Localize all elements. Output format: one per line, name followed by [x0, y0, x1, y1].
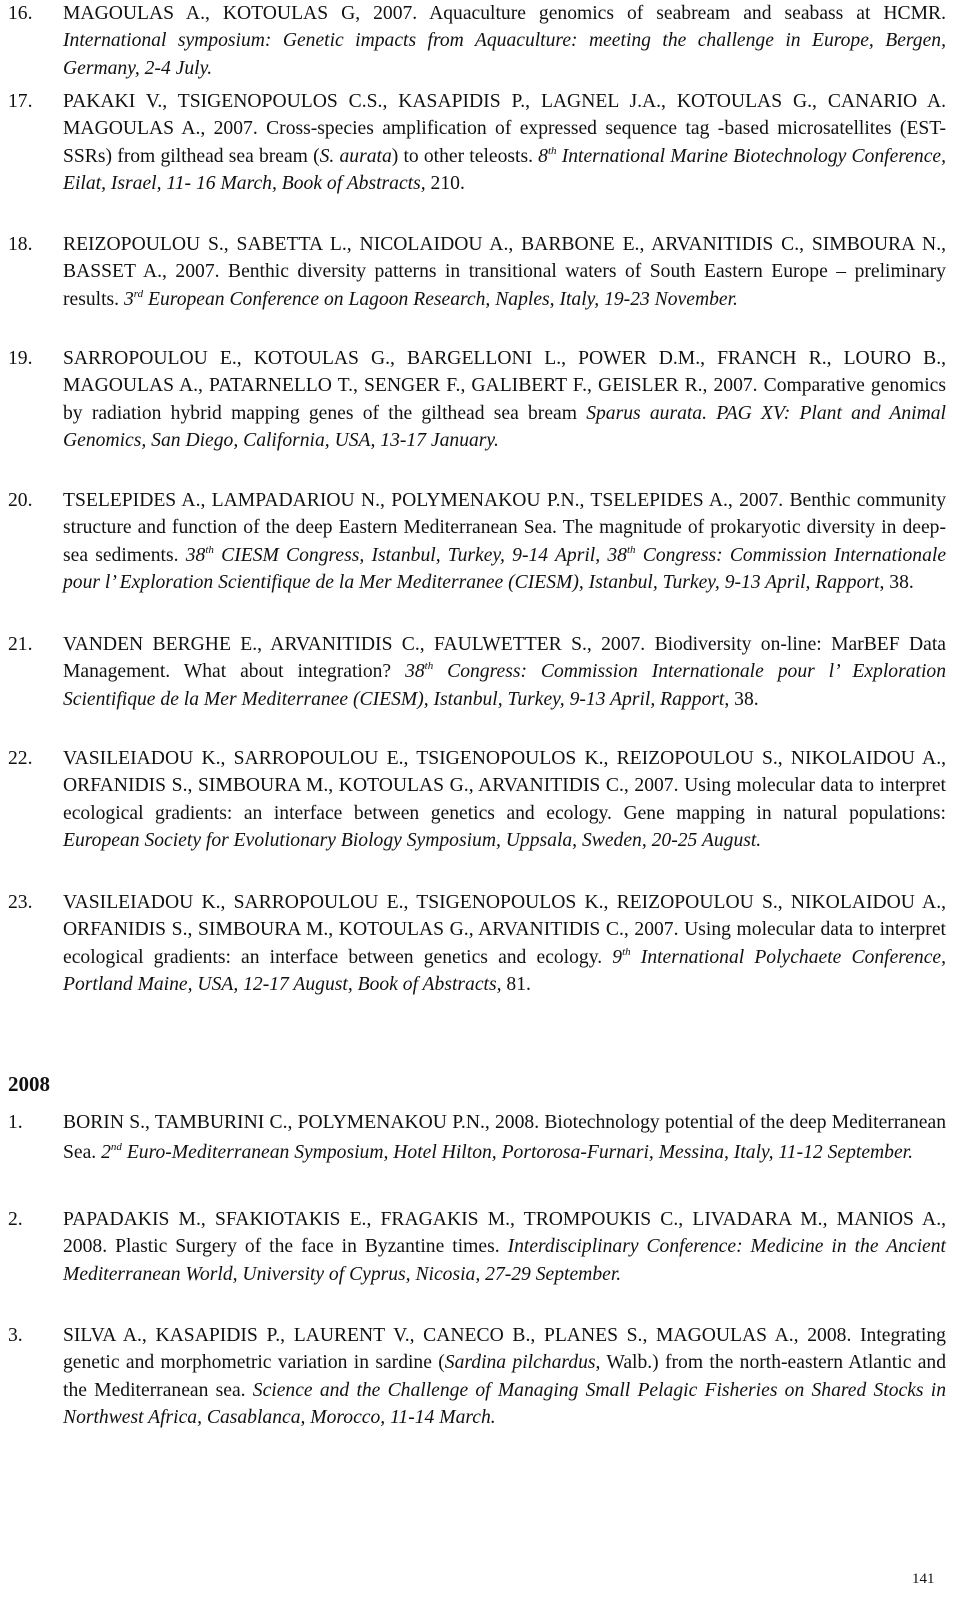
reference-number: 3. — [8, 1325, 23, 1346]
reference-number: 16. — [8, 3, 33, 24]
reference-venue — [124, 289, 738, 310]
reference-title: Using molecular data to interpret ecological gradients: an interface between genetics and ecology. — [63, 919, 946, 968]
reference-number: 17. — [8, 91, 33, 112]
species-name: S. aurata — [319, 145, 392, 167]
reference-entry — [8, 745, 946, 855]
reference-entry — [8, 0, 946, 82]
ordinal-suffix: th — [424, 660, 434, 673]
reference-entry — [8, 1206, 946, 1288]
reference-authors: REIZOPOULOU S., SABETTA L., NICOLAIDOU A., BARBONE E., ARVANITIDIS C., SIMBOURA N., BASSET A., 2007. — [63, 234, 946, 283]
reference-number: 20. — [8, 490, 33, 511]
ordinal-number: 2 — [101, 1142, 111, 1163]
ordinal-suffix: nd — [110, 1141, 122, 1153]
ordinal-suffix: th — [626, 543, 636, 556]
reference-number: 2. — [8, 1209, 23, 1230]
reference-title: Benthic diversity patterns in transitional waters of South Eastern Europe – preliminary results. — [63, 261, 946, 310]
page-number: 141 — [912, 1571, 935, 1587]
ordinal-number: 8 — [538, 145, 548, 167]
species-name: Sardina pilchardus — [444, 1352, 596, 1374]
reference-authors: VANDEN BERGHE E., ARVANITIDIS C., FAULWETTER S., 2007. — [63, 634, 646, 655]
reference-number: 22. — [8, 748, 33, 769]
ordinal-suffix: th — [622, 945, 631, 958]
ordinal-number: 38 — [405, 661, 425, 683]
reference-title: Comparative genomics by radiation hybrid mapping genes of the gilthead sea bream — [63, 375, 947, 424]
reference-authors: PAKAKI V., TSIGENOPOULOS C.S., KASAPIDIS P., LAGNEL J.A., KOTOULAS G., CANARIO A. MAGOULAS A., 2007. — [63, 91, 946, 140]
reference-authors: BORIN S., TAMBURINI C., POLYMENAKOU P.N., 2008. — [63, 1112, 540, 1133]
reference-number: 18. — [8, 234, 33, 255]
reference-entry — [8, 1108, 946, 1168]
ordinal-number: 3 — [123, 288, 134, 310]
reference-venue: PAG XV: Plant and Animal Genomics, San Diego, California, USA, 13-17 January. — [63, 402, 946, 452]
venue-text: Congress: Commission Internationale pour l’ Exploration Scientifique de la Mer Mediterranee (CIESM), Istanbul, Turkey, 9-13 April, Rapport — [63, 544, 947, 594]
reference-authors: PAPADAKIS M., SFAKIOTAKIS E., FRAGAKIS M., TROMPOUKIS C., LIVADARA M., MANIOS A., 2008. — [63, 1209, 946, 1258]
ordinal-number: 9 — [612, 946, 623, 968]
reference-number: 19. — [8, 348, 33, 369]
reference-number: 21. — [8, 634, 33, 655]
reference-venue — [101, 1142, 913, 1163]
reference-entry — [8, 345, 946, 455]
ordinal-suffix: th — [205, 543, 214, 556]
reference-title: Using molecular data to interpret ecological gradients: an interface between genetics and ecology. Gene mapping in natural populations: — [63, 775, 946, 824]
reference-title: Biotechnology potential of the deep Mediterranean Sea. — [63, 1112, 946, 1163]
reference-pages: , 38. — [879, 572, 914, 594]
reference-entry — [8, 889, 946, 999]
reference-entry — [8, 631, 946, 713]
reference-entry — [8, 231, 946, 313]
year-heading: 2008 — [8, 1072, 50, 1096]
reference-title: Benthic community structure and function of the deep Eastern Mediterranean Sea. The magnitude of prokaryotic diversity in deep-sea sediments. — [63, 490, 946, 566]
venue-text: Congress: Commission Internationale pour l’ Exploration Scientifique de la Mer Mediterranee (CIESM), Istanbul, Turkey, 9-13 April, Rapport — [63, 661, 946, 710]
reference-pages: , 38. — [724, 688, 759, 710]
reference-authors: VASILEIADOU K., SARROPOULOU E., TSIGENOPOULOS K., REIZOPOULOU S., NIKOLAIDOU A., ORFANIDIS S., SIMBOURA M., KOTOULAS G., ARVANITIDIS C., 2007. — [63, 892, 946, 941]
reference-title-end: ) to other teleosts. — [391, 145, 533, 167]
venue-text: International Polychaete Conference, Portland Maine, USA, 12-17 August, Book of Abstracts, — [63, 946, 946, 996]
reference-entry — [8, 487, 946, 597]
reference-title: Plastic Surgery of the face in Byzantine times. — [115, 1236, 500, 1258]
reference-entry — [8, 88, 946, 198]
reference-number: 1. — [8, 1112, 23, 1133]
reference-pages: 81. — [506, 974, 531, 996]
reference-authors: VASILEIADOU K., SARROPOULOU E., TSIGENOPOULOS K., REIZOPOULOU S., NIKOLAIDOU A., ORFANIDIS S., SIMBOURA M., KOTOULAS G., ARVANITIDIS C., 2007. — [63, 748, 946, 797]
reference-venue: Science and the Challenge of Managing Small Pelagic Fisheries on Shared Stocks in Northwest Africa, Casablanca, Morocco, 11-14 March. — [63, 1379, 947, 1429]
venue-text: International Marine Biotechnology Conference, Eilat, Israel, 11- 16 March, Book of Abstracts, — [63, 145, 946, 195]
reference-title: Integrating genetic and morphometric variation in sardine ( — [63, 1325, 946, 1374]
reference-venue: International symposium: Genetic impacts from Aquaculture: meeting the challenge in Europe, Bergen, Germany, 2-4 July. — [63, 30, 946, 79]
reference-authors: MAGOULAS A., KOTOULAS G, 2007. — [63, 3, 418, 24]
reference-venue: European Society for Evolutionary Biology Symposium, Uppsala, Sweden, 20-25 August. — [63, 830, 762, 852]
species-name: Sparus aurata. — [586, 402, 708, 424]
reference-venue — [63, 545, 946, 593]
ordinal-suffix: rd — [133, 287, 144, 300]
reference-venue: Interdisciplinary Conference: Medicine in the Ancient Mediterranean World, University of Cyprus, Nicosia, 27-29 September. — [63, 1236, 946, 1285]
venue-text: Euro-Mediterranean Symposium, Hotel Hilton, Portorosa-Furnari, Messina, Italy, 11-12 September. — [126, 1142, 914, 1163]
reference-title: Aquaculture genomics of seabream and seabass at HCMR. — [429, 3, 946, 24]
venue-text: European Conference on Lagoon Research, Naples, Italy, 19-23 November. — [148, 288, 738, 310]
reference-title: Biodiversity on-line: MarBEF Data Management. What about integration? — [63, 634, 946, 683]
reference-authors: TSELEPIDES A., LAMPADARIOU N., POLYMENAKOU P.N., TSELEPIDES A., 2007. — [63, 490, 784, 511]
ordinal-number: 38 — [607, 544, 627, 566]
reference-authors: SARROPOULOU E., KOTOULAS G., BARGELLONI L., POWER D.M., FRANCH R., LOURO B., MAGOULAS A., PATARNELLO T., SENGER F., GALIBERT F., GEISLER R., 2007. — [63, 348, 946, 397]
reference-number: 23. — [8, 892, 33, 913]
ordinal-suffix: th — [547, 144, 557, 157]
reference-entry — [8, 1322, 946, 1432]
reference-pages: 210. — [430, 173, 465, 195]
reference-authors: SILVA A., KASAPIDIS P., LAURENT V., CANECO B., PLANES S., MAGOULAS A., 2008. — [63, 1325, 852, 1346]
reference-title: Cross-species amplification of expressed sequence tag -based microsatellites (EST-SSRs) from gilthead sea bream ( — [63, 118, 946, 167]
venue-text: CIESM Congress, Istanbul, Turkey, 9-14 April, — [221, 544, 601, 566]
reference-title-end: , Walb.) from the north-eastern Atlantic and the Mediterranean sea. — [63, 1352, 946, 1401]
ordinal-number: 38 — [185, 544, 206, 566]
